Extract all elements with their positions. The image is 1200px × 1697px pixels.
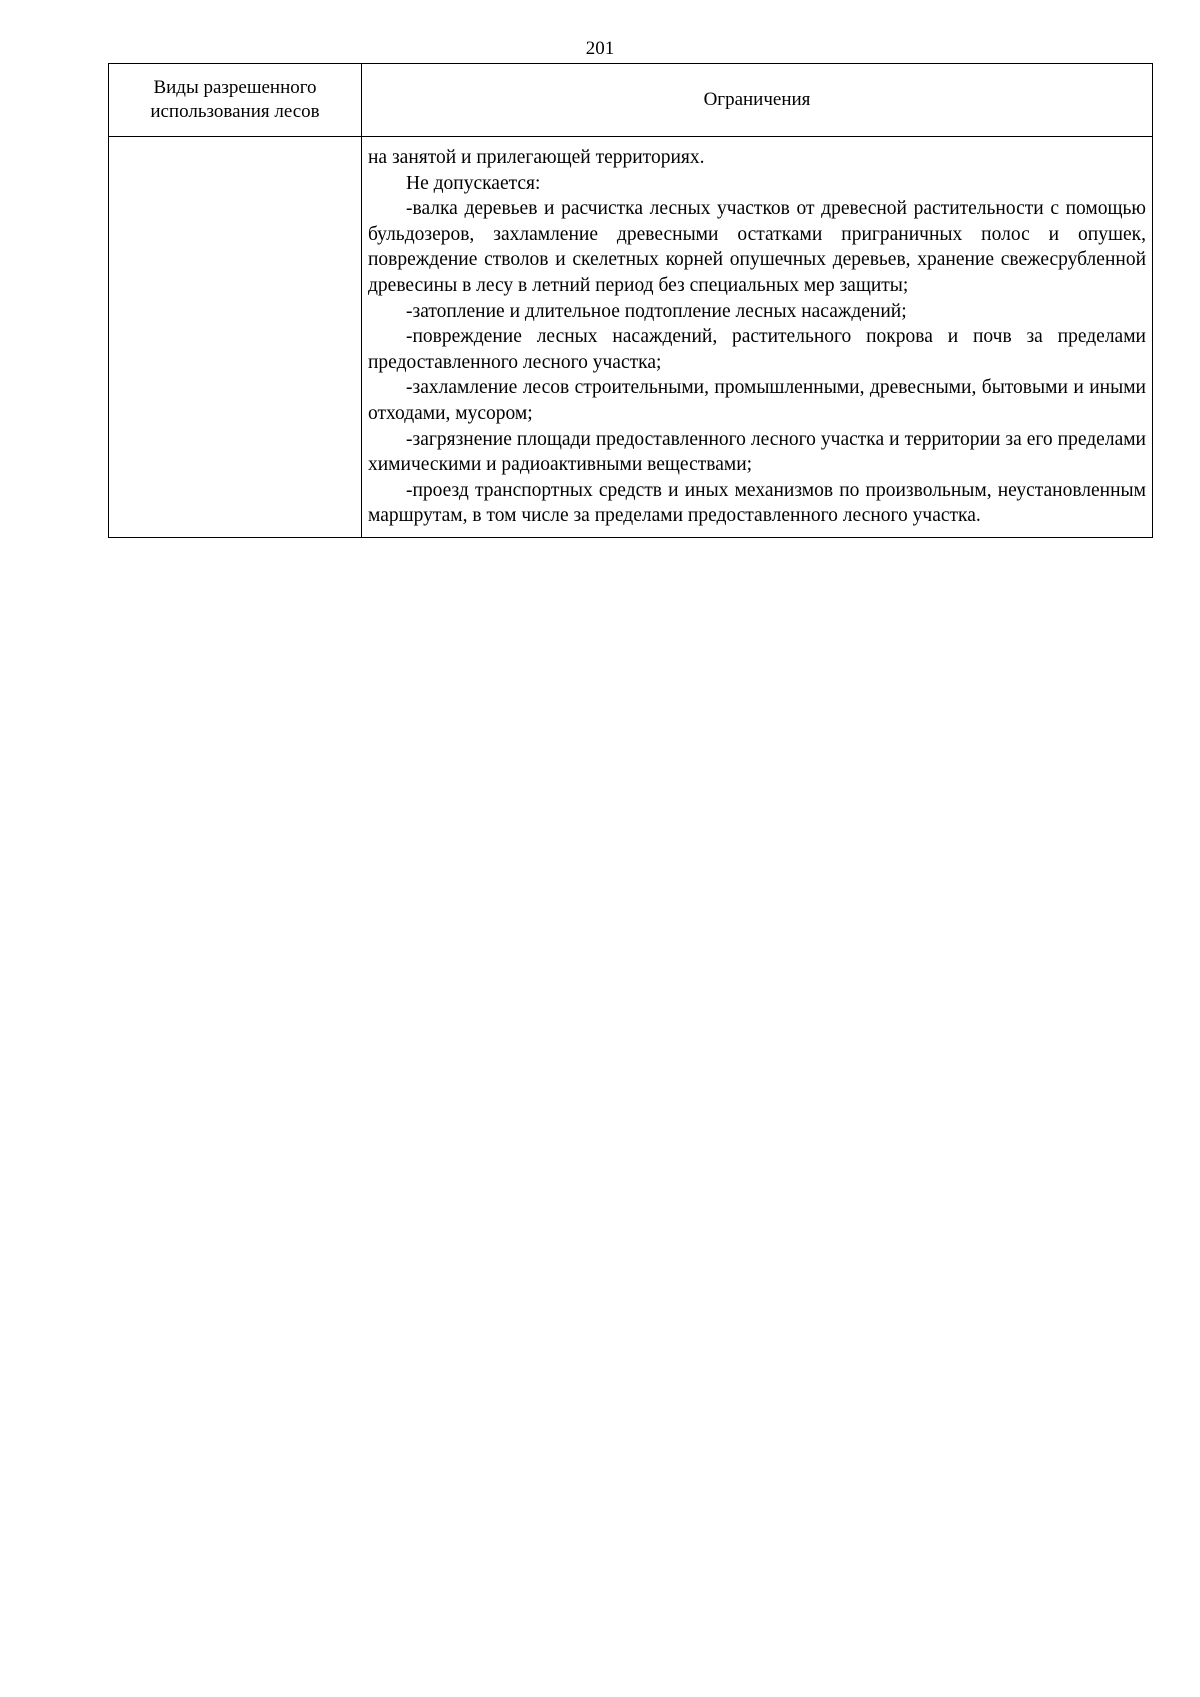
restriction-paragraph: на занятой и прилегающей территориях. xyxy=(368,147,705,168)
header-forest-use-types-line1: Виды разрешенного xyxy=(153,77,317,98)
table-cell-forest-use-type xyxy=(109,137,362,538)
restrictions-table xyxy=(108,63,1153,538)
restriction-paragraph: -повреждение лесных насаждений, растительного покрова и почв за пределами предоставленного лесного участка; xyxy=(368,326,1146,373)
table-body xyxy=(109,137,1153,538)
restriction-paragraph: -затопление и длительное подтопление лесных насаждений; xyxy=(406,300,907,322)
table-cell-restrictions xyxy=(362,137,1153,538)
header-restrictions: Ограничения xyxy=(362,64,1153,137)
page-number: 201 xyxy=(585,38,615,59)
restriction-paragraph: -захламление лесов строительными, промышленными, древесными, бытовыми и иными отходами, мусором; xyxy=(368,377,1146,424)
table-row xyxy=(109,137,1153,538)
table-header-row xyxy=(109,64,1153,137)
restriction-paragraph: -валка деревьев и расчистка лесных участков от древесной растительности с помощью бульдозеров, захламление древесными остатками приграничных полос и опушек, повреждение стволов и скелетных корней опушечных деревьев, хранение свежесрубленной древесины в лесу в летний период без специальных мер защиты; xyxy=(368,198,1146,296)
header-forest-use-types-line2: использования лесов xyxy=(150,101,320,122)
restriction-paragraph: -загрязнение площади предоставленного лесного участка и территории за его пределами химическими и радиоактивными веществами; xyxy=(368,428,1146,476)
header-forest-use-types xyxy=(109,64,362,137)
restriction-paragraph: -проезд транспортных средств и иных механизмов по произвольным, неустановленным маршрутам, в том числе за пределами предоставленного лесного участка. xyxy=(368,479,1146,527)
table-header xyxy=(109,64,1153,137)
restriction-paragraph: Не допускается: xyxy=(406,172,541,194)
